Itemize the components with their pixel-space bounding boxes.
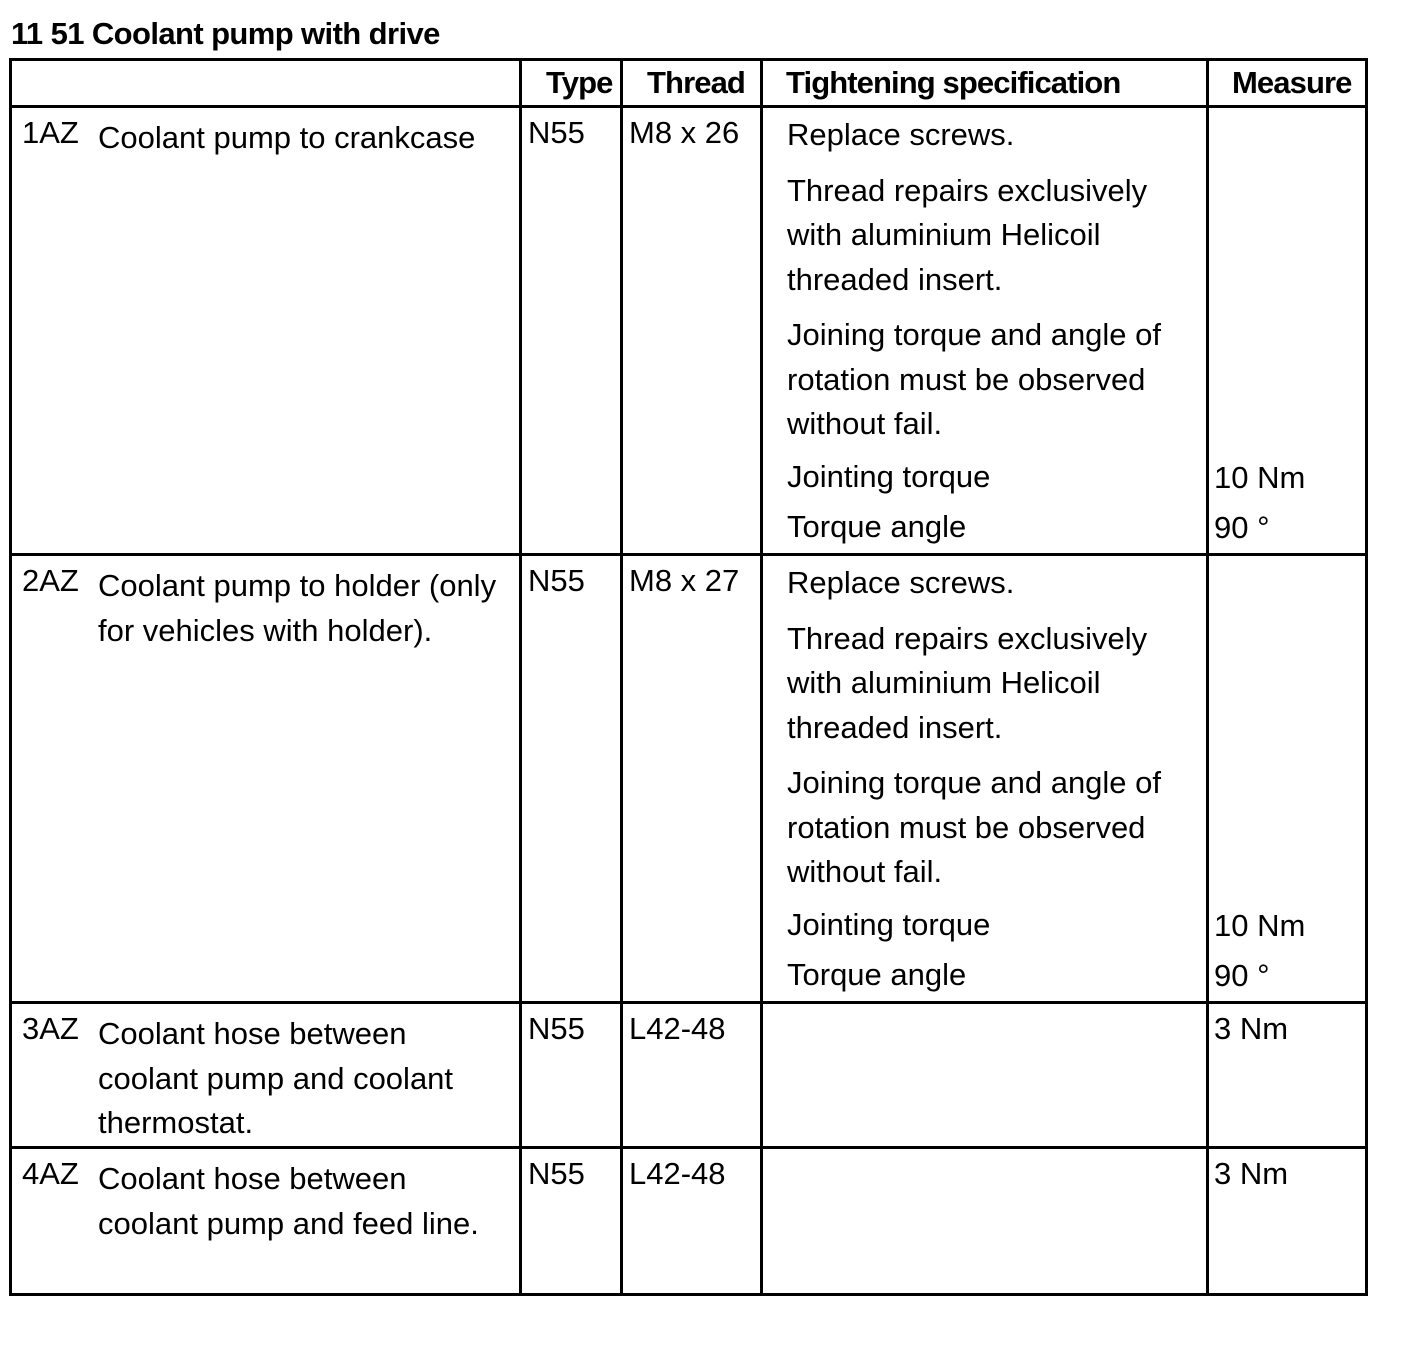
header-measure: Measure xyxy=(1208,60,1367,107)
table-row xyxy=(11,107,1367,555)
component-description: Coolant hose between coolant pump and coolant thermostat. xyxy=(98,1016,454,1140)
spec-cell xyxy=(762,107,1208,555)
tightening-spec-table xyxy=(9,58,1368,1296)
table-header-row xyxy=(11,60,1367,107)
spec-torque-angle-label: Torque angle xyxy=(787,956,967,992)
spec-thread-repairs: Thread repairs exclusively with aluminium Helicoil threaded insert. xyxy=(787,620,1148,745)
measure-cell xyxy=(1208,107,1367,555)
measure-torque: 3 Nm xyxy=(1214,1011,1289,1046)
component-description: Coolant hose between coolant pump and feed line. xyxy=(98,1161,479,1241)
type-cell: N55 xyxy=(521,1003,622,1148)
component-code: 3AZ xyxy=(22,1011,79,1046)
header-tightening-specification: Tightening specification xyxy=(762,60,1208,107)
component-description: Coolant pump to crankcase xyxy=(98,120,476,155)
spec-cell xyxy=(762,1003,1208,1148)
measure-torque-angle: 90 ° xyxy=(1214,510,1270,545)
spec-cell xyxy=(762,1148,1208,1295)
header-type: Type xyxy=(521,60,622,107)
spec-thread-repairs: Thread repairs exclusively with aluminium Helicoil threaded insert. xyxy=(787,172,1148,297)
table-row xyxy=(11,1003,1367,1148)
spec-torque-angle-label: Torque angle xyxy=(787,508,967,544)
measure-torque: 3 Nm xyxy=(1214,1156,1289,1191)
spec-jointing-torque-label: Jointing torque xyxy=(787,458,991,494)
component-code: 1AZ xyxy=(22,115,79,150)
measure-jointing-torque: 10 Nm xyxy=(1214,460,1306,495)
measure-cell xyxy=(1208,1003,1367,1148)
component-description: Coolant pump to holder (only for vehicles with holder). xyxy=(98,568,497,648)
type-cell: N55 xyxy=(521,555,622,1003)
type-cell: N55 xyxy=(521,107,622,555)
type-cell: N55 xyxy=(521,1148,622,1295)
component-cell xyxy=(11,1148,521,1295)
measure-jointing-torque: 10 Nm xyxy=(1214,908,1306,943)
spec-replace-screws: Replace screws. xyxy=(787,117,1015,152)
header-component xyxy=(11,60,521,107)
table-row xyxy=(11,555,1367,1003)
spec-joining-note: Joining torque and angle of rotation must be observed without fail. xyxy=(787,765,1162,889)
component-cell xyxy=(11,1003,521,1148)
measure-cell xyxy=(1208,555,1367,1003)
component-code: 4AZ xyxy=(22,1156,79,1191)
table-row xyxy=(11,1148,1367,1295)
header-thread: Thread xyxy=(622,60,762,107)
thread-cell: M8 x 26 xyxy=(622,107,762,555)
spec-jointing-torque-label: Jointing torque xyxy=(787,906,991,942)
thread-cell: M8 x 27 xyxy=(622,555,762,1003)
page-title: 11 51 Coolant pump with drive xyxy=(11,16,440,51)
spec-cell xyxy=(762,555,1208,1003)
component-code: 2AZ xyxy=(22,563,79,598)
component-cell xyxy=(11,107,521,555)
component-cell xyxy=(11,555,521,1003)
measure-cell xyxy=(1208,1148,1367,1295)
thread-cell: L42-48 xyxy=(622,1003,762,1148)
thread-cell: L42-48 xyxy=(622,1148,762,1295)
spec-replace-screws: Replace screws. xyxy=(787,565,1015,600)
measure-torque-angle: 90 ° xyxy=(1214,958,1270,993)
spec-joining-note: Joining torque and angle of rotation must be observed without fail. xyxy=(787,317,1162,441)
